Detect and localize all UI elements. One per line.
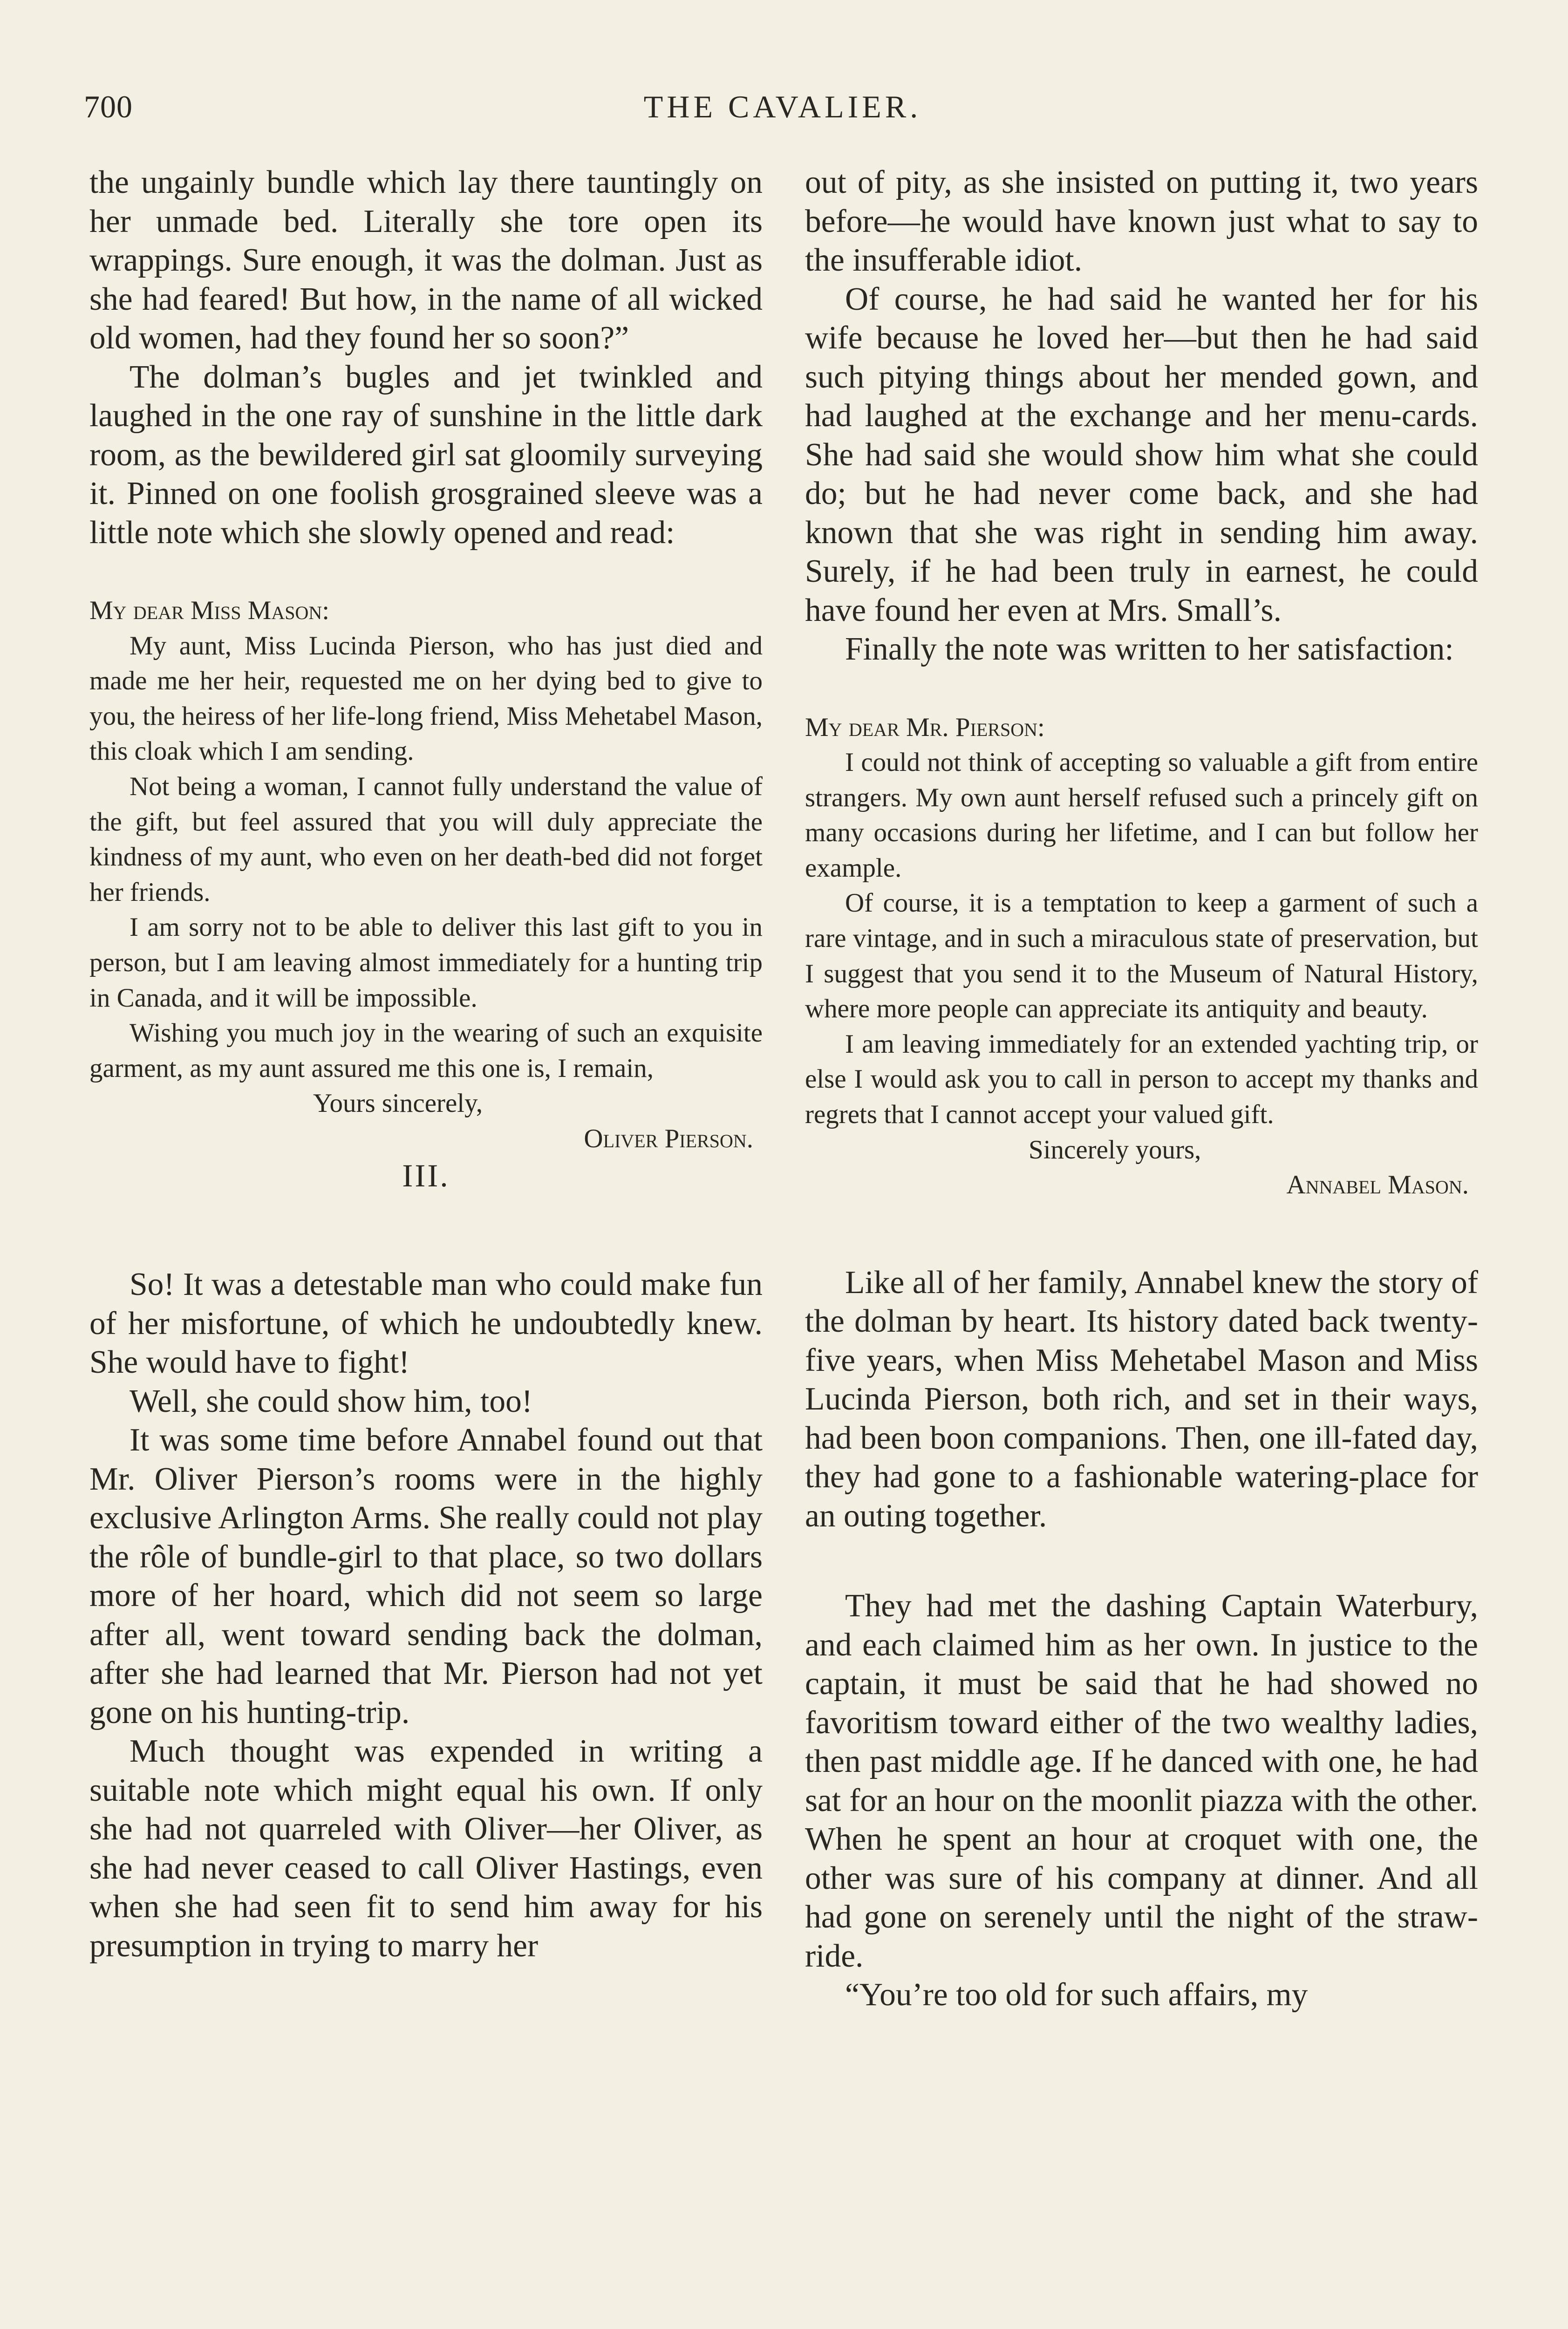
letter-paragraph: I am leaving immediately for an extended yachting trip, or else I would ask you to call in person to accept my thanks and regrets that I cannot accept your valued gift. [805, 1029, 1478, 1130]
letter-paragraph: I am sorry not to be able to deliver this last gift to you in person, but I am leaving almost immediately for a hunting trip in Canada, and it will be impossible. [89, 913, 763, 1013]
paragraph: the ungainly bundle which lay there tauntingly on her unmade bed. Literally she tore open its wrappings. Sure enough, it was the dolman. Just as she had feared! But how, in the name of all wicked old women, had they found her so soon?” [89, 164, 763, 356]
page-header [84, 89, 1481, 140]
letter-signature: Oliver Pierson. [584, 1124, 753, 1153]
left-column [89, 163, 763, 1965]
page-number: 700 [84, 89, 133, 124]
paragraph: Much thought was expended in writing a suitable note which might equal his own. If only she had not quarreled with Oliver—her Oliver, as she had never ceased to call Oliver Hastings, even when she had seen fit to send him away for his presumption in trying to marry her [89, 1733, 763, 1964]
section-number: III. [402, 1158, 450, 1193]
paragraph: It was some time before Annabel found out that Mr. Oliver Pierson’s rooms were in the highly exclusive Arlington Arms. She really could not play the rôle of bundle-girl to that place, so two dollars more of her hoard, which did not seem so large after all, went toward sending back the dolman, after she had learned that Mr. Pierson had not yet gone on his hunting-trip. [89, 1422, 763, 1730]
letter-paragraph: Of course, it is a temptation to keep a garment of such a rare vintage, and in such a miraculous state of preservation, but I suggest that you send it to the Museum of Natural History, where more people can appreciate its antiquity and beauty. [805, 888, 1478, 1024]
letter-paragraph: I could not think of accepting so valuable a gift from entire strangers. My own aunt herself refused such a princely gift on many occasions during her lifetime, and I can but follow her example. [805, 748, 1478, 883]
letter-salutation: My dear Mr. Pierson: [805, 712, 1045, 742]
letter-from-annabel [805, 710, 1478, 1203]
letter-salutation: My dear Miss Mason: [89, 596, 330, 625]
letter-closing: Sincerely yours, [1029, 1135, 1201, 1164]
letter-paragraph: Wishing you much joy in the wearing of such an exquisite garment, as my aunt assured me this one is, I remain, [89, 1018, 763, 1083]
paragraph: Well, she could show him, too! [130, 1383, 532, 1419]
paragraph: They had met the dashing Captain Waterbury, and each claimed him as her own. In justice to the captain, it must be said that he had showed no favoritism toward either of the two wealthy ladies, then past middle age. If he danced with one, he had sat for an hour on the moonlit piazza with the other. When he spent an hour at croquet with one, the other was sure of his company at dinner. And all had gone on serenely until the night of the straw-ride. [805, 1588, 1478, 1974]
letter-closing: Yours sincerely, [313, 1089, 483, 1118]
letter-signature: Annabel Mason. [1286, 1170, 1469, 1200]
letter-paragraph: Not being a woman, I cannot fully understand the value of the gift, but feel assured that you will duly appreciate the kindness of my aunt, who even on her death-bed did not forget her friends. [89, 771, 763, 907]
paragraph: Like all of her family, Annabel knew the story of the dolman by heart. Its history dated back twenty-five years, when Miss Mehetabel Mason and Miss Lucinda Pierson, both rich, and set in their ways, had been boon companions. Then, one ill-fated day, they had gone to a fashionable watering-place for an outing together. [805, 1264, 1478, 1534]
letter-from-oliver [89, 593, 763, 1157]
paragraph: Of course, he had said he wanted her for his wife because he loved her—but then he had said such pitying things about her mended gown, and had laughed at the exchange and her menu-cards. She had said she would show him what she could do; but he had never come back, and she had known that she was right in sending him away. Surely, if he had been truly in earnest, he could have found her even at Mrs. Small’s. [805, 281, 1478, 628]
paragraph: out of pity, as she insisted on putting it, two years before—he would have known just what to say to the insufferable idiot. [805, 164, 1478, 278]
letter-paragraph: My aunt, Miss Lucinda Pierson, who has just died and made me her heir, requested me on her dying bed to give to you, the heiress of her life-long friend, Miss Mehetabel Mason, this cloak which I am sending. [89, 631, 763, 766]
paragraph: Finally the note was written to her satisfaction: [845, 631, 1454, 667]
running-title: THE CAVALIER. [643, 89, 922, 124]
paragraph: So! It was a detestable man who could make fun of her misfortune, of which he undoubtedly knew. She would have to fight! [89, 1267, 763, 1380]
right-column [805, 163, 1478, 2015]
paragraph: The dolman’s bugles and jet twinkled and laughed in the one ray of sunshine in the little dark room, as the bewildered girl sat gloomily surveying it. Pinned on one foolish grosgrained sleeve was a little note which she slowly opened and read: [89, 359, 763, 551]
paragraph: “You’re too old for such affairs, my [845, 1977, 1308, 2013]
